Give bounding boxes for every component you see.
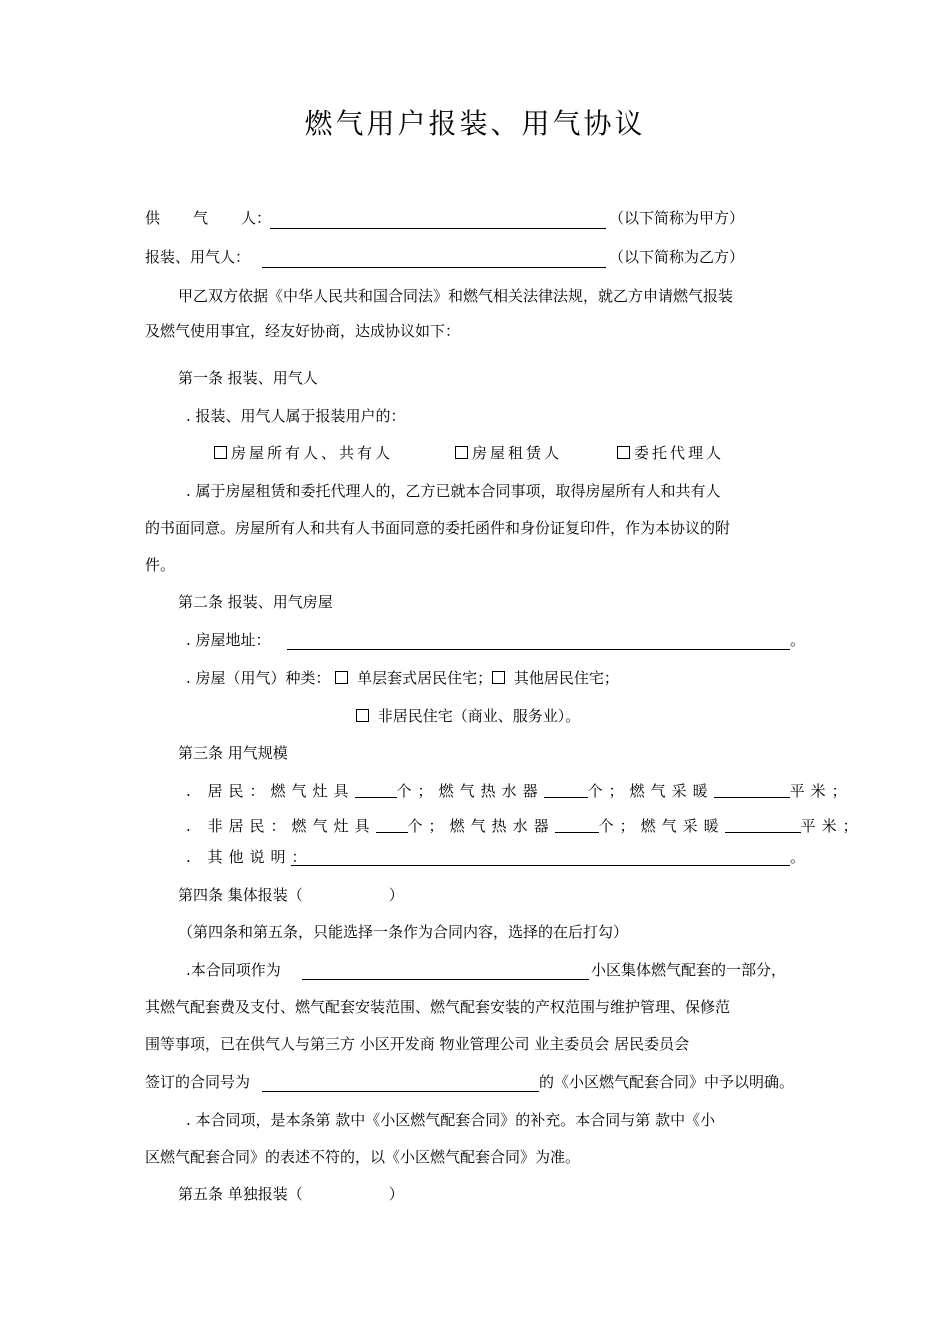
checkbox-icon[interactable] [455,446,468,459]
art2-type-opt3: 非居民住宅（商业、服务业）。 [377,707,581,725]
heating-area-input[interactable] [725,816,801,833]
checkbox-icon[interactable] [492,671,505,684]
checkbox-icon[interactable] [617,446,630,459]
art4-p1-line3: 围等事项，已在供气人与第三方 小区开发商 物业管理公司 业主委员会 居民委员会 [145,1035,690,1053]
art1-heading: 第一条 报装、用气人 [178,369,318,387]
address-input-line[interactable] [287,633,790,650]
party-b-note: （以下简称为乙方） [609,248,745,266]
art2-type-label: . 房屋（用气）种类： [186,669,331,687]
party-a-input-line[interactable] [270,212,606,229]
party-a-note: （以下简称为甲方） [609,209,745,227]
art2-type-row-2 [356,706,580,726]
art2-heading: 第二条 报装、用气房屋 [178,593,333,611]
art4-p2-line2: 区燃气配套合同》的表述不符的，以《小区燃气配套合同》为准。 [145,1148,581,1166]
art5-heading: 第五条 单独报装（ ） [178,1185,404,1203]
art1-item2-line1: . 属于房屋租赁和委托代理人的，乙方已就本合同事项，取得房屋所有人和共有人 [186,482,721,500]
community-name-input-line[interactable] [302,963,589,980]
art4-p1-line2: 其燃气配套费及支付、燃气配套安装范围、燃气配套安装的产权范围与维护管理、保修范 [145,998,731,1016]
art4-heading: 第四条 集体报装（ ） [178,886,404,904]
party-a-label-2: 气 [193,209,209,227]
art2-address-label: . 房屋地址： [186,631,271,649]
party-b-input-line[interactable] [262,251,606,268]
checkbox-icon[interactable] [214,446,227,459]
art4-p1-a: .本合同项作为 [186,961,281,979]
art1-option-agent[interactable]: 委托代理人 [617,443,724,463]
art4-p1-l4-b: 的《小区燃气配套合同》中予以明确。 [539,1073,795,1091]
art1-option-tenant[interactable]: 房屋租赁人 [455,443,562,463]
other-notes-input-line[interactable] [291,849,790,866]
intro-line-2: 及燃气使用事宜，经友好协商，达成协议如下： [145,322,461,340]
art3-nonresidential-row: . 非居民：燃气灶具 个；燃气热水器 个；燃气采暖 平米； [186,817,864,835]
art1-item1: . 报装、用气人属于报装用户的： [186,407,406,425]
art3-other-end: 。 [790,848,806,866]
art1-item2-line2: 的书面同意。房屋所有人和共有人书面同意的委托函件和身份证复印件，作为本协议的附 [145,519,731,537]
art3-heading: 第三条 用气规模 [178,744,288,762]
party-b-label: 报装、用气人： [145,248,251,266]
art3-other-label: . 其他说明： [186,848,313,866]
party-a-row [145,208,271,228]
art2-type-opt1: 单层套式居民住宅； [357,669,493,687]
art4-p1-b: 小区集体燃气配套的一部分， [591,961,787,979]
party-a-label-1: 供 [145,209,161,227]
stove-count-input[interactable] [355,781,397,798]
document-title: 燃气用户报装、用气协议 [304,107,646,140]
heating-area-input[interactable] [714,781,790,798]
heater-count-input[interactable] [544,781,588,798]
heater-count-input[interactable] [555,816,599,833]
contract-number-input-line[interactable] [262,1075,539,1092]
stove-count-input[interactable] [376,816,408,833]
art4-note: （第四条和第五条，只能选择一条作为合同内容，选择的在后打勾） [178,923,629,941]
art2-address-end: 。 [790,631,806,649]
art2-type-opt2: 其他居民住宅； [513,669,619,687]
art4-p1-l4-a: 签订的合同号为 [145,1073,251,1091]
art2-type-row [186,668,619,688]
checkbox-icon[interactable] [335,671,348,684]
art1-item2-line3: 件。 [145,556,176,574]
intro-line-1: 甲乙双方依据《中华人民共和国合同法》和燃气相关法律法规，就乙方申请燃气报装 [178,287,734,305]
checkbox-icon[interactable] [356,709,369,722]
art3-residential-row: . 居民：燃气灶具 个；燃气热水器 个；燃气采暖 平米； [186,782,853,800]
art4-p2-line1: . 本合同项，是本条第 款中《小区燃气配套合同》的补充。本合同与第 款中《小 [186,1111,716,1129]
party-a-label-3: 人： [241,209,272,227]
art1-option-owner[interactable]: 房屋所有人、共有人 [214,443,393,463]
